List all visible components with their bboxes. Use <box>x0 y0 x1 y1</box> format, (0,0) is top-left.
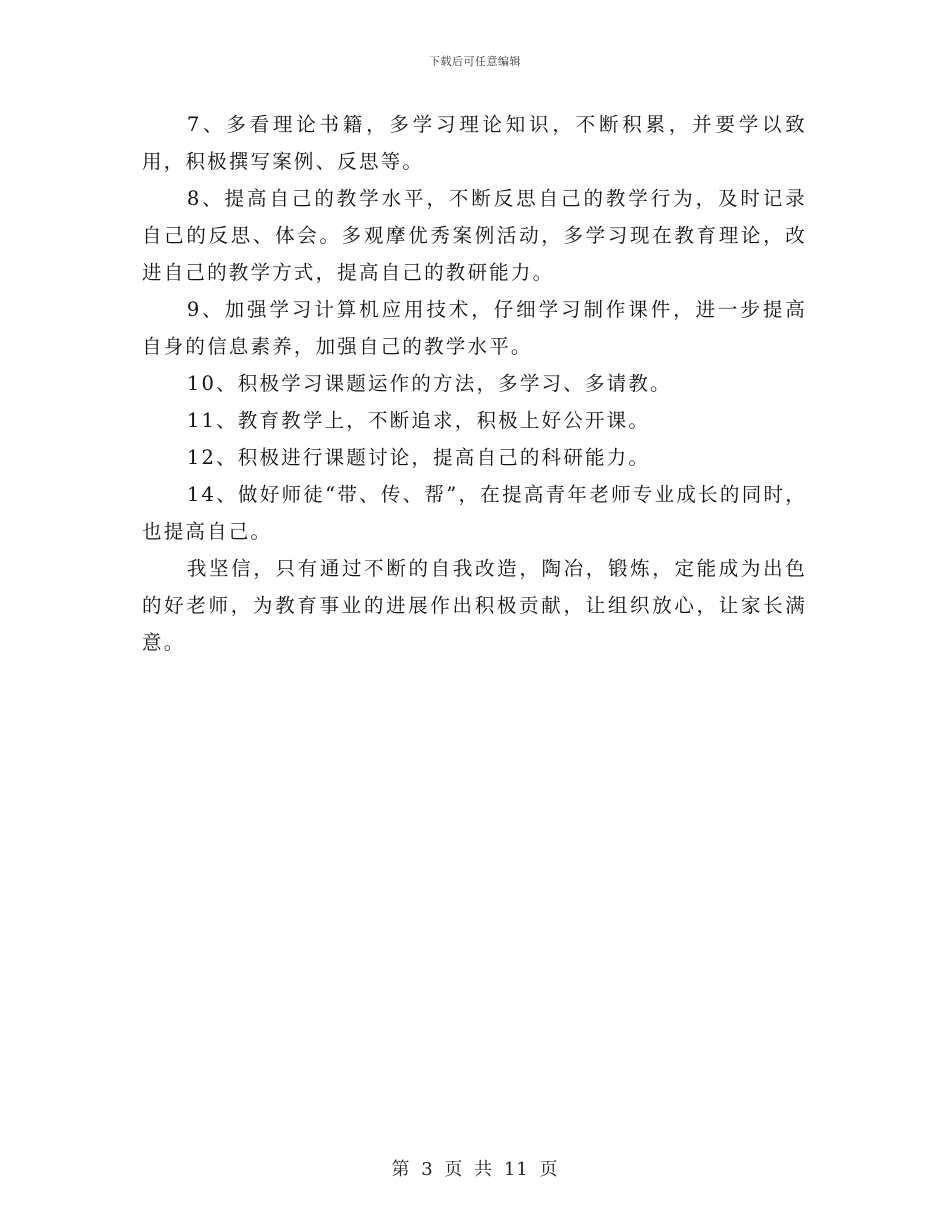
paragraph-item-7: 7、多看理论书籍，多学习理论知识，不断积累，并要学以致用，积极撰写案例、反思等。 <box>142 113 807 173</box>
page-header: 下载后可任意编辑 <box>429 55 521 68</box>
paragraph-item-9: 9、加强学习计算机应用技术，仔细学习制作课件，进一步提高自身的信息素养，加强自己的教学水平。 <box>142 298 807 358</box>
page-number-footer: 第 3 页 共 11 页 <box>391 1159 559 1180</box>
paragraph-item-12: 12、积极进行课题讨论，提高自己的科研能力。 <box>186 446 651 469</box>
paragraph-item-11: 11、教育教学上，不断追求，积极上好公开课。 <box>186 409 651 432</box>
paragraph-conclusion: 我坚信，只有通过不断的自我改造，陶冶，锻炼，定能成为出色的好老师，为教育事业的进展作出积极贡献，让组织放心，让家长满意。 <box>142 557 807 654</box>
paragraph-item-14: 14、做好师徒“带、传、帮”，在提高青年老师专业成长的同时，也提高自己。 <box>142 483 807 543</box>
paragraph-item-10: 10、积极学习课题运作的方法，多学习、多请教。 <box>186 372 672 395</box>
document-body <box>142 106 807 661</box>
paragraph-item-8: 8、提高自己的教学水平，不断反思自己的教学行为，及时记录自己的反思、体会。多观摩优秀案例活动，多学习现在教育理论，改进自己的教学方式，提高自己的教研能力。 <box>142 187 807 284</box>
